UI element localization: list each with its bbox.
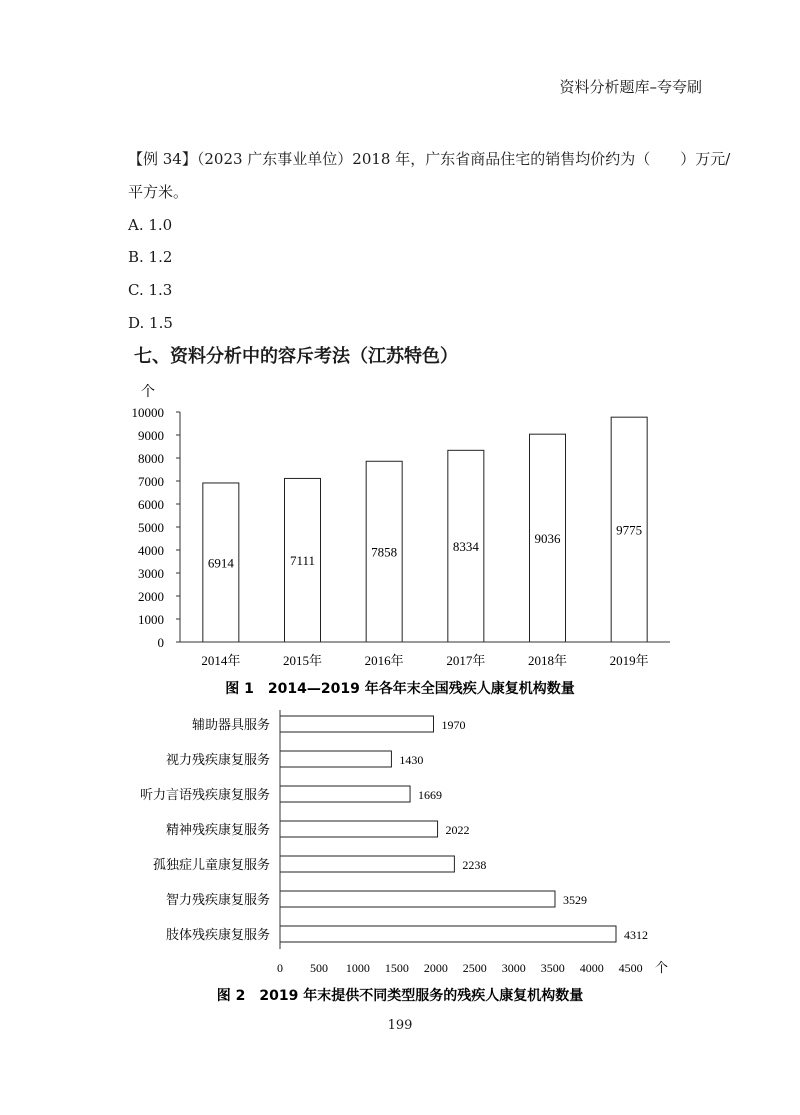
x-tick-label: 2500: [462, 961, 487, 975]
x-tick-label: 4000: [579, 961, 604, 975]
x-category-label: 2014年: [201, 653, 241, 668]
bar-value-label: 1970: [441, 718, 466, 732]
x-axis-ticks: [277, 961, 643, 975]
x-axis-unit-label: 个: [655, 960, 669, 975]
y-tick-label: 10000: [131, 405, 164, 420]
bar-value-label: 6914: [207, 555, 234, 571]
bar-value-label: 9036: [534, 531, 561, 547]
page-number: 199: [387, 1018, 413, 1033]
category-label: 听力言语残疾康复服务: [139, 787, 270, 802]
bar-value-label: 7111: [289, 553, 316, 569]
y-axis-ticks: [132, 405, 181, 650]
bar-value-label: 1669: [418, 788, 443, 802]
y-tick-label: 7000: [138, 474, 164, 489]
bar: [280, 786, 410, 802]
question-stem-line2: 平方米。: [128, 183, 189, 201]
x-tick-label: 2000: [423, 961, 448, 975]
bar: [280, 751, 391, 767]
x-tick-label: 3000: [501, 961, 526, 975]
question-stem-line1: 【例 34】（2023 广东事业单位）2018 年，广东省商品住宅的销售均价约为（ ）万元/: [128, 150, 731, 168]
category-label: 孤独症儿童康复服务: [152, 857, 270, 872]
x-category-label: 2018年: [527, 653, 568, 668]
figure-2-caption: 图 2 2019 年末提供不同类型服务的残疾人康复机构数量: [216, 988, 584, 1004]
y-tick-label: 2000: [138, 589, 164, 604]
bar: [280, 926, 616, 942]
x-tick-label: 1000: [345, 961, 370, 975]
option-b: B. 1.2: [128, 248, 173, 266]
y-axis-unit-label: 个: [141, 385, 155, 400]
bar: [280, 821, 438, 837]
category-label: 视力残疾康复服务: [165, 752, 270, 767]
bars: [203, 417, 647, 642]
x-tick-label: 500: [309, 961, 328, 975]
x-tick-label: 1500: [384, 961, 409, 975]
x-category-label: 2017年: [446, 653, 486, 668]
y-tick-label: 5000: [138, 520, 164, 535]
x-tick-label: 0: [277, 961, 283, 975]
category-label: 智力残疾康复服务: [165, 892, 270, 907]
option-d: D. 1.5: [128, 314, 173, 332]
y-tick-label: 0: [157, 635, 164, 650]
figure-1-vertical-bar-chart: [0, 375, 800, 705]
x-axis-labels: [201, 653, 648, 668]
bar: [280, 891, 555, 907]
bar-value-label: 8334: [452, 539, 479, 555]
y-tick-label: 4000: [138, 543, 164, 558]
category-label: 精神残疾康复服务: [165, 822, 270, 837]
bar-value-label: 1430: [399, 753, 424, 767]
figure-1-caption: 图 1 2014—2019 年各年末全国残疾人康复机构数量: [225, 681, 575, 697]
y-tick-label: 8000: [138, 451, 164, 466]
x-category-label: 2019年: [609, 653, 649, 668]
bar-value-label: 4312: [624, 928, 648, 942]
x-category-label: 2015年: [282, 653, 323, 668]
bar-value-label: 2022: [445, 823, 470, 837]
bar-value-label: 2238: [462, 858, 487, 872]
bar-value-label: 9775: [616, 522, 643, 538]
option-c: C. 1.3: [128, 281, 173, 299]
y-tick-label: 3000: [138, 566, 164, 581]
y-tick-label: 6000: [138, 497, 164, 512]
figure-2-horizontal-bar-chart: [0, 705, 800, 1010]
section-title: 七、资料分析中的容斥考法（江苏特色）: [134, 346, 458, 367]
y-tick-label: 9000: [138, 428, 164, 443]
running-header: 资料分析题库–夸夸刷: [559, 78, 702, 96]
bar-value-label: 3529: [562, 893, 587, 907]
option-a: A. 1.0: [128, 216, 173, 234]
bar: [280, 716, 434, 732]
y-tick-label: 1000: [138, 612, 164, 627]
category-label: 辅助器具服务: [191, 717, 270, 732]
x-tick-label: 3500: [540, 961, 565, 975]
bar: [280, 856, 454, 872]
x-category-label: 2016年: [364, 653, 404, 668]
bars: [140, 716, 648, 942]
category-label: 肢体残疾康复服务: [165, 927, 270, 942]
x-tick-label: 4500: [618, 961, 643, 975]
bar-value-label: 7858: [371, 544, 398, 560]
